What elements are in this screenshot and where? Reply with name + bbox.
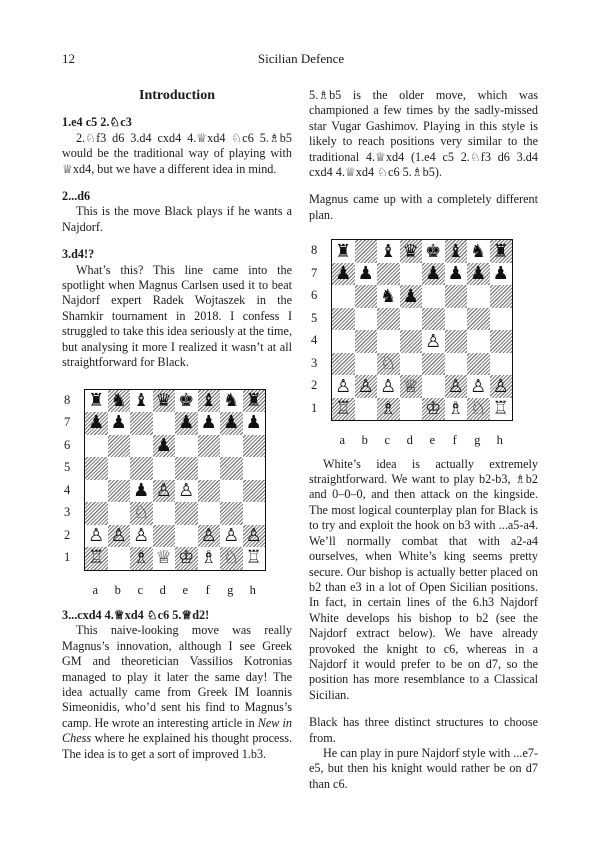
rank-label: 1 — [311, 400, 318, 415]
board-square — [198, 457, 221, 480]
rank-label: 5 — [311, 310, 318, 325]
board-square — [175, 547, 198, 570]
rank-label: 3 — [64, 505, 71, 519]
chess-piece: ♘ — [133, 502, 150, 524]
chess-piece: ♙ — [245, 524, 262, 546]
chess-piece: ♙ — [200, 524, 217, 546]
board-square — [130, 502, 153, 525]
paragraph-5: 5.♗b5 is the older move, which was championed a few times by the sadly-missed star Vugar Gashimov. Playing in this style is likely to reach positions very similar to the traditional 4.♕xd4 (1.e4 c5 2.♘f3 d6 3.d4 cxd4 4.♕xd4 ♘c6 5.♗b5). — [309, 88, 538, 180]
board-square — [85, 457, 108, 480]
board-square — [153, 412, 176, 435]
chess-piece: ♝ — [200, 389, 217, 411]
board-square — [153, 390, 176, 413]
paragraph-3: What’s this? This line came into the spotlight when Magnus Carlsen used it to beat Najdorf expert Radek Wojtaszek in the Shamkir tournament in 2018. I confess I struggled to take this idea seriously at the time, but analysing it more I realized it wasn’t at all straightforward for Black. — [62, 262, 292, 370]
rank-label: 6 — [311, 288, 318, 303]
chess-piece: ♔ — [178, 547, 195, 569]
board-square — [467, 308, 490, 331]
chess-piece: ♟ — [470, 263, 487, 284]
chess-piece: ♙ — [492, 375, 509, 397]
chess-piece: ♛ — [402, 240, 419, 262]
board-square — [220, 435, 243, 458]
board-square — [243, 547, 266, 570]
board-square — [175, 390, 198, 413]
file-label: d — [159, 582, 166, 597]
chess-piece: ♙ — [133, 524, 150, 546]
board-square — [422, 330, 445, 353]
page-number: 12 — [62, 51, 75, 66]
chess-piece: ♙ — [357, 375, 374, 397]
chess-piece: ♗ — [447, 398, 464, 419]
board-square — [130, 480, 153, 503]
file-label: b — [361, 433, 368, 448]
board-square — [400, 375, 423, 398]
board-square — [108, 525, 131, 548]
board-square — [198, 502, 221, 525]
rank-label: 8 — [311, 243, 318, 258]
board-square — [490, 263, 513, 286]
rank-label: 5 — [64, 460, 71, 474]
chess-piece: ♘ — [223, 547, 240, 569]
left-column — [62, 88, 292, 762]
rank-label: 8 — [64, 392, 71, 407]
right-column — [309, 88, 538, 792]
chess-piece: ♔ — [425, 398, 442, 419]
chess-piece: ♖ — [88, 547, 105, 569]
board-square — [355, 285, 378, 308]
board-square — [490, 330, 513, 353]
board-square — [85, 412, 108, 435]
file-label: h — [249, 582, 256, 597]
board-square — [400, 263, 423, 286]
board-square — [422, 353, 445, 376]
file-label: c — [137, 582, 144, 597]
board-square — [422, 240, 445, 263]
board-square — [153, 457, 176, 480]
chess-piece: ♟ — [402, 285, 419, 307]
board-square — [445, 240, 468, 263]
board-square — [175, 457, 198, 480]
chess-piece: ♙ — [425, 330, 442, 352]
board-square — [332, 308, 355, 331]
board-square — [400, 285, 423, 308]
chess-piece: ♚ — [178, 389, 195, 411]
rank-label: 2 — [64, 527, 71, 542]
board-square — [400, 398, 423, 421]
file-label: h — [496, 433, 503, 448]
board-square — [175, 480, 198, 503]
paragraph-4-text-end: where he explained his thought process. The idea is to get a sort of improved 1.b3. — [62, 731, 292, 761]
board-square — [153, 435, 176, 458]
board-square — [332, 375, 355, 398]
board-square — [377, 308, 400, 331]
board-square — [355, 330, 378, 353]
board-square — [175, 412, 198, 435]
file-label: b — [114, 582, 121, 597]
chess-piece: ♞ — [380, 285, 397, 307]
board-square — [445, 330, 468, 353]
chess-piece: ♟ — [200, 412, 217, 434]
board-square — [153, 502, 176, 525]
chess-piece: ♟ — [425, 263, 442, 284]
board-square — [490, 398, 513, 421]
chess-piece: ♞ — [470, 240, 487, 262]
chess-board — [331, 239, 513, 421]
chess-piece: ♙ — [155, 479, 172, 501]
chess-piece: ♟ — [155, 434, 172, 456]
board-square — [85, 502, 108, 525]
file-labels — [84, 583, 292, 598]
chess-piece: ♗ — [380, 398, 397, 419]
board-square — [243, 390, 266, 413]
board-square — [198, 525, 221, 548]
board-square — [467, 285, 490, 308]
chess-piece: ♙ — [178, 479, 195, 501]
board-square — [355, 398, 378, 421]
board-square — [220, 547, 243, 570]
board-square — [422, 285, 445, 308]
board-square — [243, 480, 266, 503]
move-heading-2: 2...d6 — [62, 189, 91, 204]
board-square — [130, 547, 153, 570]
board-square — [377, 353, 400, 376]
rank-label: 7 — [64, 415, 71, 429]
chess-piece: ♘ — [470, 398, 487, 419]
board-square — [355, 240, 378, 263]
chess-piece: ♟ — [492, 263, 509, 284]
board-square — [85, 547, 108, 570]
board-square — [400, 240, 423, 263]
chess-piece: ♕ — [402, 375, 419, 397]
board-square — [85, 480, 108, 503]
board-square — [467, 263, 490, 286]
chess-diagram-2 — [309, 239, 538, 448]
move-heading-4: 3...cxd4 4.♕xd4 ♘c6 5.♕d2! — [62, 607, 210, 622]
board-square — [198, 480, 221, 503]
board-square — [220, 480, 243, 503]
paragraph-4 — [62, 623, 292, 762]
board-square — [153, 525, 176, 548]
board-square — [467, 330, 490, 353]
board-square — [400, 353, 423, 376]
board-square — [332, 263, 355, 286]
chess-piece: ♟ — [357, 263, 374, 284]
chess-piece: ♝ — [380, 240, 397, 262]
board-square — [332, 330, 355, 353]
board-square — [130, 435, 153, 458]
paragraph-4-text: This naive-looking move was really Magnus’s innovation, although I see Greek GM and theoretician Vassilios Kotronias managed to play it later the same day! The idea actually came from Greek IM Ioannis Simeonidis, who’d sent his find to Magnus’s camp. He wrote an interesting article in — [62, 623, 292, 730]
running-header — [62, 51, 540, 69]
board-square — [108, 435, 131, 458]
board-square — [220, 457, 243, 480]
board-square — [175, 525, 198, 548]
board-square — [490, 240, 513, 263]
chess-piece: ♚ — [425, 240, 442, 262]
chess-piece: ♙ — [470, 375, 487, 397]
file-label: e — [182, 582, 189, 597]
chess-piece: ♙ — [223, 524, 240, 546]
rank-label: 6 — [64, 437, 71, 452]
board-square — [198, 390, 221, 413]
board-square — [108, 502, 131, 525]
chess-piece: ♖ — [245, 547, 262, 569]
file-label: c — [384, 433, 391, 448]
board-square — [400, 308, 423, 331]
board-square — [377, 240, 400, 263]
board-square — [130, 412, 153, 435]
chess-piece: ♙ — [88, 524, 105, 546]
board-square — [108, 457, 131, 480]
board-square — [198, 435, 221, 458]
board-square — [130, 457, 153, 480]
chess-piece: ♙ — [447, 375, 464, 397]
board-square — [108, 480, 131, 503]
board-square — [445, 398, 468, 421]
board-square — [220, 525, 243, 548]
board-square — [243, 502, 266, 525]
board-square — [445, 308, 468, 331]
chess-piece: ♝ — [133, 389, 150, 411]
chess-piece: ♘ — [380, 353, 397, 374]
chess-piece: ♖ — [335, 398, 352, 419]
board-square — [332, 240, 355, 263]
section-heading: Introduction — [139, 88, 215, 103]
board-square — [377, 263, 400, 286]
board-square — [490, 308, 513, 331]
board-square — [467, 375, 490, 398]
chess-piece: ♟ — [110, 412, 127, 434]
board-square — [220, 502, 243, 525]
board-square — [445, 285, 468, 308]
move-heading-3: 3.d4!? — [62, 247, 95, 262]
board-square — [220, 390, 243, 413]
chess-piece: ♗ — [133, 547, 150, 569]
chess-piece: ♝ — [447, 240, 464, 262]
rank-label: 4 — [311, 333, 318, 348]
chess-piece: ♖ — [492, 398, 509, 419]
file-label: f — [205, 582, 210, 597]
rank-label: 1 — [64, 550, 71, 564]
board-square — [445, 353, 468, 376]
chess-piece: ♟ — [88, 412, 105, 434]
board-square — [467, 398, 490, 421]
chess-piece: ♙ — [110, 524, 127, 546]
board-square — [355, 263, 378, 286]
board-square — [175, 435, 198, 458]
file-label: g — [227, 582, 234, 597]
board-square — [220, 412, 243, 435]
board-square — [243, 457, 266, 480]
chess-piece: ♟ — [133, 479, 150, 501]
paragraph-8: Black has three distinct structures to choose from. — [309, 715, 538, 745]
publication-title: New in Chess — [62, 715, 292, 746]
board-square — [332, 285, 355, 308]
file-labels — [331, 433, 538, 448]
board-square — [422, 263, 445, 286]
board-square — [377, 398, 400, 421]
board-square — [243, 435, 266, 458]
chess-piece: ♜ — [492, 240, 509, 262]
chess-piece: ♟ — [335, 263, 352, 284]
board-square — [198, 547, 221, 570]
board-square — [108, 390, 131, 413]
chess-piece: ♙ — [335, 375, 352, 397]
board-square — [153, 480, 176, 503]
paragraph-1: 2.♘f3 d6 3.d4 cxd4 4.♕xd4 ♘c6 5.♗b5 would be the traditional way of playing with ♕xd4, but we have a different idea in mind. — [62, 130, 292, 176]
chess-piece: ♟ — [447, 263, 464, 284]
board-square — [130, 525, 153, 548]
chess-diagram-1 — [62, 389, 292, 598]
file-label: a — [92, 582, 99, 597]
chess-piece: ♕ — [155, 547, 172, 569]
board-square — [355, 353, 378, 376]
board-square — [355, 308, 378, 331]
rank-labels — [62, 389, 84, 571]
board-square — [467, 353, 490, 376]
chess-piece: ♗ — [200, 547, 217, 569]
board-square — [422, 375, 445, 398]
chess-piece: ♛ — [155, 389, 172, 411]
paragraph-6: Magnus came up with a completely different plan. — [309, 192, 538, 222]
chess-piece: ♟ — [223, 412, 240, 434]
chess-piece: ♞ — [110, 389, 127, 411]
chess-piece: ♜ — [88, 389, 105, 411]
board-square — [198, 412, 221, 435]
board-square — [108, 412, 131, 435]
board-square — [85, 390, 108, 413]
board-square — [467, 240, 490, 263]
board-square — [445, 263, 468, 286]
board-square — [400, 330, 423, 353]
board-square — [108, 547, 131, 570]
chess-piece: ♟ — [245, 412, 262, 434]
paragraph-9: He can play in pure Najdorf style with ...e7-e5, but then his knight would rather be on d7 than c6. — [309, 745, 538, 791]
board-square — [490, 353, 513, 376]
rank-label: 3 — [311, 355, 318, 370]
file-label: f — [452, 433, 457, 448]
board-square — [377, 285, 400, 308]
board-square — [85, 525, 108, 548]
move-heading-1: 1.e4 c5 2.♘c3 — [62, 115, 132, 130]
file-label: e — [429, 433, 436, 448]
board-square — [377, 375, 400, 398]
board-square — [175, 502, 198, 525]
board-square — [445, 375, 468, 398]
chess-piece: ♞ — [223, 389, 240, 411]
chess-piece: ♟ — [178, 412, 195, 434]
board-square — [153, 547, 176, 570]
board-square — [377, 330, 400, 353]
rank-label: 2 — [311, 378, 318, 393]
rank-label: 4 — [64, 482, 71, 497]
board-square — [243, 412, 266, 435]
paragraph-7: White’s idea is actually extremely straightforward. We want to play b2-b3, ♗b2 and 0–0–0, and then attack on the kingside. The most logical counterplay plan for Black is to try and exploit the hook on b3 with ...a5-a4. We’ll normally combat that with a2-a4 ourselves, when White’s king seems pretty secure. Our bishop is actually better placed on b2 than e3 in a lot of Open Sicilian positions. In fact, in certain lines of the 6.h3 Najdorf White develops his bishop to b2 (see the Najdorf extract below). We have already provoked the knight to c6, whereas in a Najdorf it would prefer to be on d7, so the position has more resemblance to a Classical Sicilian. — [309, 456, 538, 702]
running-title: Sicilian Defence — [257, 51, 345, 66]
chess-piece: ♜ — [335, 240, 352, 262]
board-square — [85, 435, 108, 458]
board-square — [422, 398, 445, 421]
file-label: a — [339, 433, 346, 448]
board-square — [355, 375, 378, 398]
file-label: d — [406, 433, 413, 448]
chess-piece: ♜ — [245, 389, 262, 411]
board-square — [332, 353, 355, 376]
rank-labels — [309, 239, 331, 421]
rank-label: 7 — [311, 265, 318, 280]
board-square — [130, 390, 153, 413]
file-label: g — [474, 433, 481, 448]
board-square — [490, 285, 513, 308]
board-square — [332, 398, 355, 421]
board-square — [243, 525, 266, 548]
board-square — [422, 308, 445, 331]
chess-board — [84, 389, 266, 571]
board-square — [490, 375, 513, 398]
paragraph-2: This is the move Black plays if he wants a Najdorf. — [62, 204, 292, 234]
chess-piece: ♙ — [380, 375, 397, 397]
